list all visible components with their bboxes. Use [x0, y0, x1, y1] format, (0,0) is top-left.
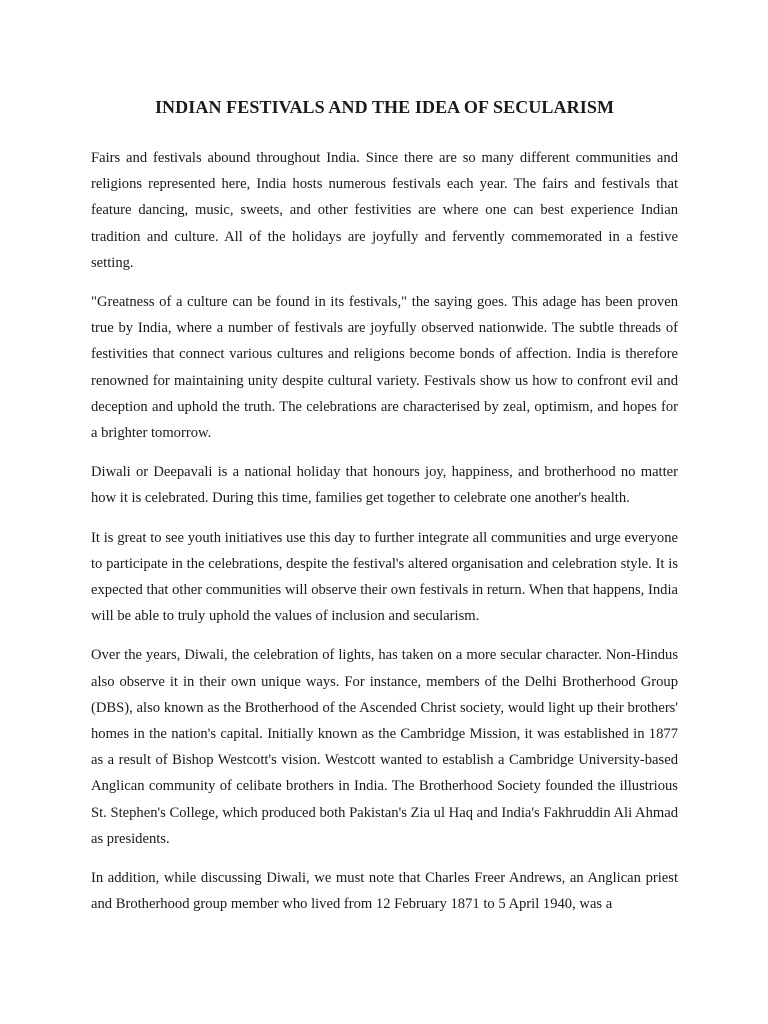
paragraph-3: Diwali or Deepavali is a national holiday that honours joy, happiness, and brotherhood no matter how it is celebrated. During this time, families get together to celebrate one another's health. [91, 464, 678, 507]
paragraph-1: Fairs and festivals abound throughout India. Since there are so many different communities and religions represented here, India hosts numerous festivals each year. The fairs and festivals that feature dancing, music, sweets, and other festivities are where one can best experience Indian tradition and culture. All of the holidays are joyfully and fervently commemorated in a festive setting. [91, 150, 678, 271]
document-body [91, 96, 678, 930]
paragraph-4: It is great to see youth initiatives use this day to further integrate all communities and urge everyone to participate in the celebrations, despite the festival's altered organisation and celebration style. It is expected that other communities will observe their own festivals in return. When that happens, India will be able to truly uphold the values of inclusion and secularism. [91, 529, 678, 625]
paragraph-5: Over the years, Diwali, the celebration of lights, has taken on a more secular character. Non-Hindus also observe it in their own unique ways. For instance, members of the Delhi Brotherhood Group (DBS), also known as the Brotherhood of the Ascended Christ society, would light up their brothers' homes in the nation's capital. Initially known as the Cambridge Mission, it was established in 1877 as a result of Bishop Westcott's vision. Westcott wanted to establish a Cambridge University-based Anglican community of celibate brothers in India. The Brotherhood Society founded the illustrious St. Stephen's College, which produced both Pakistan's Zia ul Haq and India's Fakhruddin Ali Ahmad as presidents. [91, 647, 678, 847]
paragraph-2: "Greatness of a culture can be found in its festivals," the saying goes. This adage has been proven true by India, where a number of festivals are joyfully observed nationwide. The subtle threads of festivities that connect various cultures and religions become bonds of affection. India is therefore renowned for maintaining unity despite cultural variety. Festivals show us how to confront evil and deception and uphold the truth. The celebrations are characterised by zeal, optimism, and hopes for a brighter tomorrow. [91, 294, 678, 442]
document-title: INDIAN FESTIVALS AND THE IDEA OF SECULARISM [154, 97, 615, 117]
paragraph-6: In addition, while discussing Diwali, we must note that Charles Freer Andrews, an Anglican priest and Brotherhood group member who lived from 12 February 1871 to 5 April 1940, was a [91, 870, 678, 913]
